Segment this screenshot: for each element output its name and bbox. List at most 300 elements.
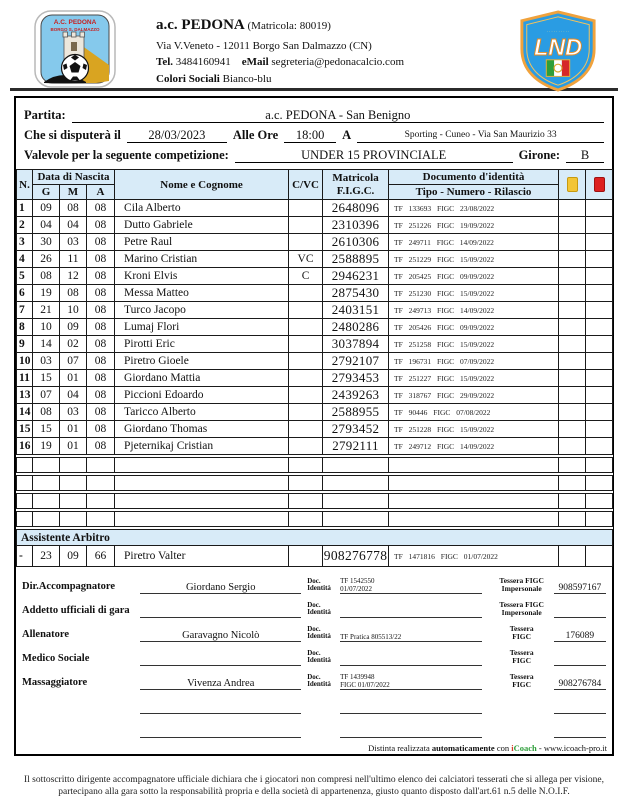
player-name: Turco Jacopo [115, 302, 289, 319]
assistant-document: TF 1471816 FIGC 01/07/2022 [389, 546, 559, 567]
player-red-cell [586, 458, 613, 473]
header-a: A [87, 185, 115, 200]
player-yellow-cell [559, 421, 586, 438]
player-row [17, 438, 613, 455]
player-red-cell [586, 370, 613, 387]
player-birth-month [60, 494, 87, 509]
player-captain-flag [289, 476, 323, 491]
staff-role-label [22, 712, 140, 714]
player-red-cell [586, 268, 613, 285]
player-document: TF 249712 FIGC 14/09/2022 [389, 438, 559, 455]
staff-doc-label [307, 737, 340, 738]
player-row [17, 336, 613, 353]
match-info [16, 98, 612, 169]
player-red-cell [586, 200, 613, 217]
player-yellow-cell [559, 234, 586, 251]
staff-doc-label: Doc. Identità [307, 576, 331, 593]
player-row [17, 285, 613, 302]
player-number [17, 512, 33, 527]
competition-line [24, 143, 604, 163]
player-name: Taricco Alberto [115, 404, 289, 421]
player-red-cell [586, 387, 613, 404]
player-document: TF 318767 FIGC 29/09/2022 [389, 387, 559, 404]
player-birth-day: 26 [33, 251, 60, 268]
player-birth-month: 08 [60, 285, 87, 302]
player-matricola: 2610306 [323, 234, 389, 251]
player-document: TF 133693 FIGC 23/08/2022 [389, 200, 559, 217]
colors-value: Bianco-blu [222, 72, 272, 85]
player-matricola: 2439263 [323, 387, 389, 404]
player-matricola: 2792111 [323, 438, 389, 455]
staff-role-label: Addetto ufficiali di gara [22, 605, 130, 616]
staff-tessera-field [554, 617, 606, 618]
player-name: Dutto Gabriele [115, 217, 289, 234]
player-birth-month [60, 512, 87, 527]
staff-name-field: Giordano Sergio [140, 582, 301, 594]
player-matricola: 2946231 [323, 268, 389, 285]
distinta-con: con [494, 743, 512, 753]
player-number [17, 458, 33, 473]
match-sheet-frame [14, 96, 614, 756]
player-matricola [323, 476, 389, 491]
assistant-cvc [289, 546, 323, 567]
player-birth-year: 08 [87, 217, 115, 234]
player-matricola: 2875430 [323, 285, 389, 302]
tel-label: Tel. [156, 56, 174, 68]
player-birth-year: 08 [87, 370, 115, 387]
player-yellow-cell [559, 438, 586, 455]
header-red-card [586, 170, 613, 200]
player-birth-month: 11 [60, 251, 87, 268]
player-yellow-cell [559, 370, 586, 387]
player-red-cell [586, 476, 613, 491]
staff-doc-label: Doc. Identità [307, 624, 331, 641]
player-birth-day: 08 [33, 404, 60, 421]
player-birth-day: 09 [33, 200, 60, 217]
player-number: 4 [17, 251, 33, 268]
staff-doc-label: Doc. Identità [307, 672, 331, 689]
player-birth-year: 08 [87, 302, 115, 319]
player-birth-day [33, 458, 60, 473]
player-number: 5 [17, 268, 33, 285]
competition-label: Valevole per la seguente competizione: [24, 148, 229, 162]
staff-row [22, 621, 606, 642]
player-row [17, 234, 613, 251]
assistant-birth-month: 09 [60, 546, 87, 567]
player-birth-year: 08 [87, 285, 115, 302]
badge-subtitle: BORGO S. DALMAZZO [50, 27, 100, 32]
player-document [389, 494, 559, 509]
player-birth-day: 19 [33, 285, 60, 302]
player-red-cell [586, 494, 613, 509]
staff-doc-field: TF Pratica 805513/22 [340, 633, 482, 642]
player-birth-year: 08 [87, 319, 115, 336]
girone-label: Girone: [518, 148, 560, 162]
player-number: 3 [17, 234, 33, 251]
players-body [17, 200, 613, 530]
player-birth-year [87, 494, 115, 509]
player-name: Pjeternikaj Cristian [115, 438, 289, 455]
player-matricola [323, 512, 389, 527]
player-name: Petre Raul [115, 234, 289, 251]
partita-value: a.c. PEDONA - San Benigno [72, 108, 604, 123]
player-number: 9 [17, 336, 33, 353]
staff-name-field [140, 617, 301, 618]
player-birth-month: 02 [60, 336, 87, 353]
staff-row [22, 597, 606, 618]
player-number: 11 [17, 370, 33, 387]
player-captain-flag [289, 512, 323, 527]
lnd-italian-flag [546, 60, 569, 77]
player-matricola: 2648096 [323, 200, 389, 217]
player-row [17, 353, 613, 370]
staff-role-label [22, 736, 140, 738]
player-name: Pirotti Eric [115, 336, 289, 353]
player-birth-year [87, 458, 115, 473]
staff-tessera-label: Tessera FIGC Impersonale [499, 599, 544, 617]
player-captain-flag [289, 353, 323, 370]
letterhead [0, 0, 628, 88]
player-document: TF 205425 FIGC 09/09/2022 [389, 268, 559, 285]
player-birth-year: 08 [87, 404, 115, 421]
distinta-post: - www.icoach-pro.it [536, 743, 607, 753]
player-yellow-cell [559, 512, 586, 527]
player-row [17, 200, 613, 217]
player-document: TF 251227 FIGC 15/09/2022 [389, 370, 559, 387]
staff-tessera-label: Tessera FIGC [509, 647, 534, 665]
player-captain-flag [289, 285, 323, 302]
player-row [17, 319, 613, 336]
player-yellow-cell [559, 268, 586, 285]
staff-tessera-field: 908597167 [554, 583, 606, 594]
player-red-cell [586, 251, 613, 268]
assistant-birth-day: 23 [33, 546, 60, 567]
player-name [115, 494, 289, 509]
staff-doc-field: TF 1439948 FIGC 01/07/2022 [340, 673, 482, 690]
player-document: TF 196731 FIGC 07/09/2022 [389, 353, 559, 370]
lnd-text: LND [533, 33, 583, 60]
player-matricola: 2588895 [323, 251, 389, 268]
player-row [17, 421, 613, 438]
player-birth-month: 09 [60, 319, 87, 336]
staff-tessera-label [490, 713, 554, 714]
header-n: N. [17, 170, 33, 200]
distinta-bold: automaticamente [431, 743, 495, 753]
player-name: Marino Cristian [115, 251, 289, 268]
player-document: TF 249713 FIGC 14/09/2022 [389, 302, 559, 319]
staff-row [22, 693, 606, 714]
player-captain-flag: VC [289, 251, 323, 268]
player-yellow-cell [559, 404, 586, 421]
player-captain-flag [289, 336, 323, 353]
player-red-cell [586, 404, 613, 421]
player-birth-month: 04 [60, 387, 87, 404]
club-name: a.c. PEDONA [156, 17, 245, 33]
player-birth-day: 04 [33, 217, 60, 234]
player-birth-month: 04 [60, 217, 87, 234]
player-document: TF 249711 FIGC 14/09/2022 [389, 234, 559, 251]
staff-doc-label: Doc. Identità [307, 600, 331, 617]
staff-tessera-field [554, 713, 606, 714]
staff-doc-field [340, 665, 482, 666]
staff-tessera-field: 908276784 [554, 679, 606, 690]
player-name: Kroni Elvis [115, 268, 289, 285]
tel-value: 3484160941 [175, 56, 231, 68]
player-red-cell [586, 512, 613, 527]
player-captain-flag [289, 302, 323, 319]
club-colors [156, 71, 404, 88]
player-yellow-cell [559, 494, 586, 509]
email-label: eMail [241, 56, 269, 68]
player-number: 14 [17, 404, 33, 421]
player-red-cell [586, 353, 613, 370]
player-document: TF 251258 FIGC 15/09/2022 [389, 336, 559, 353]
player-row [17, 302, 613, 319]
player-red-cell [586, 421, 613, 438]
player-name: Lumaj Flori [115, 319, 289, 336]
player-name [115, 512, 289, 527]
player-matricola: 2588955 [323, 404, 389, 421]
staff-section [16, 567, 612, 754]
player-number: 2 [17, 217, 33, 234]
player-number: 16 [17, 438, 33, 455]
player-yellow-cell [559, 476, 586, 491]
player-birth-year: 08 [87, 200, 115, 217]
header-matricola-l2: F.I.G.C. [336, 184, 375, 197]
player-number: 7 [17, 302, 33, 319]
player-birth-month [60, 476, 87, 491]
header-g: G [33, 185, 60, 200]
assistant-name: Piretro Valter [115, 546, 289, 567]
player-birth-year: 08 [87, 234, 115, 251]
assistant-yellow-cell [559, 546, 586, 567]
date-line [24, 123, 604, 143]
player-document: TF 90446 FIGC 07/08/2022 [389, 404, 559, 421]
club-crest-logo [34, 10, 116, 88]
player-number: 13 [17, 387, 33, 404]
staff-doc-field [340, 737, 482, 738]
player-number [17, 476, 33, 491]
staff-doc-label [307, 713, 340, 714]
red-card-icon [594, 177, 605, 192]
referee-assistant-body [17, 530, 613, 567]
player-name: Giordano Thomas [115, 421, 289, 438]
player-birth-day: 03 [33, 353, 60, 370]
distinta-credit [364, 743, 607, 753]
player-birth-day [33, 512, 60, 527]
player-birth-year: 08 [87, 268, 115, 285]
player-name: Giordano Mattia [115, 370, 289, 387]
staff-row [22, 645, 606, 666]
player-yellow-cell [559, 387, 586, 404]
player-red-cell [586, 438, 613, 455]
player-red-cell [586, 302, 613, 319]
player-birth-month: 10 [60, 302, 87, 319]
badge-title: A.C. PEDONA [53, 19, 97, 26]
player-birth-month: 01 [60, 421, 87, 438]
lnd-logo [514, 10, 602, 97]
staff-row [22, 573, 606, 594]
header-birthdate: Data di Nascita [33, 170, 115, 185]
club-contacts [156, 54, 404, 71]
header-doc-type: Tipo - Numero - Rilascio [389, 185, 559, 200]
assistant-section-row [17, 530, 613, 546]
player-document [389, 476, 559, 491]
player-row [17, 217, 613, 234]
staff-name-field [140, 737, 301, 738]
player-captain-flag [289, 458, 323, 473]
staff-doc-field: TF 1542550 01/07/2022 [340, 577, 482, 594]
icoach-logo-text: Coach [513, 743, 537, 753]
time-label: Alle Ore [232, 128, 279, 142]
table-header [17, 170, 613, 200]
player-yellow-cell [559, 353, 586, 370]
staff-name-field: Garavagno Nicolò [140, 630, 301, 642]
club-info-block [156, 10, 404, 87]
player-number [17, 494, 33, 509]
staff-doc-label: Doc. Identità [307, 648, 331, 665]
player-number: 1 [17, 200, 33, 217]
player-birth-day: 19 [33, 438, 60, 455]
player-birth-day: 10 [33, 319, 60, 336]
svg-text:· · · · · · · · · ·: · · · · · · · · · · [546, 28, 570, 34]
club-matricola: (Matricola: 80019) [247, 20, 331, 32]
email-value: segreteria@pedonacalcio.com [271, 56, 404, 68]
player-matricola [323, 494, 389, 509]
player-document: TF 205426 FIGC 09/09/2022 [389, 319, 559, 336]
staff-tessera-field: 176089 [554, 631, 606, 642]
player-row [17, 251, 613, 268]
player-red-cell [586, 319, 613, 336]
player-red-cell [586, 217, 613, 234]
staff-role-label: Dir.Accompagnatore [22, 581, 116, 592]
partita-line [24, 103, 604, 123]
staff-name-field: Vivenza Andrea [140, 678, 301, 690]
player-captain-flag: C [289, 268, 323, 285]
player-document: TF 251228 FIGC 15/09/2022 [389, 421, 559, 438]
player-birth-day [33, 494, 60, 509]
assistant-red-cell [586, 546, 613, 567]
player-birth-month: 01 [60, 370, 87, 387]
assistant-section-label: Assistente Arbitro [17, 530, 613, 546]
player-yellow-cell [559, 285, 586, 302]
player-row [17, 404, 613, 421]
player-birth-year: 08 [87, 353, 115, 370]
player-captain-flag [289, 370, 323, 387]
at-label: A [342, 128, 352, 142]
player-red-cell [586, 234, 613, 251]
player-matricola: 2793452 [323, 421, 389, 438]
player-captain-flag [289, 494, 323, 509]
player-birth-year: 08 [87, 251, 115, 268]
player-yellow-cell [559, 458, 586, 473]
player-yellow-cell [559, 336, 586, 353]
player-matricola: 2793453 [323, 370, 389, 387]
player-captain-flag [289, 438, 323, 455]
player-birth-day: 07 [33, 387, 60, 404]
player-birth-year: 08 [87, 387, 115, 404]
player-captain-flag [289, 319, 323, 336]
player-name: Piretro Gioele [115, 353, 289, 370]
players-table [16, 169, 613, 567]
player-birth-day: 14 [33, 336, 60, 353]
empty-player-row [17, 458, 613, 473]
player-birth-month: 07 [60, 353, 87, 370]
player-red-cell [586, 285, 613, 302]
player-captain-flag [289, 217, 323, 234]
player-matricola [323, 458, 389, 473]
assistant-matricola: 908276778 [323, 546, 389, 567]
staff-tessera-field [554, 737, 606, 738]
staff-name-field [140, 713, 301, 714]
player-birth-month: 03 [60, 404, 87, 421]
player-number: 15 [17, 421, 33, 438]
header-m: M [60, 185, 87, 200]
club-name-line [156, 14, 404, 37]
empty-player-row [17, 494, 613, 509]
player-captain-flag [289, 234, 323, 251]
staff-tessera-label: Tessera FIGC [509, 623, 534, 641]
player-yellow-cell [559, 200, 586, 217]
assistant-birth-year: 66 [87, 546, 115, 567]
player-name: Messa Matteo [115, 285, 289, 302]
player-number: 10 [17, 353, 33, 370]
staff-tessera-label: Tessera FIGC Impersonale [499, 575, 544, 593]
staff-tessera-label [490, 737, 554, 738]
staff-doc-field [340, 617, 482, 618]
assistant-row [17, 546, 613, 567]
header-cvc: C/VC [289, 170, 323, 200]
staff-doc-field [340, 713, 482, 714]
player-matricola: 2310396 [323, 217, 389, 234]
player-document: TF 251230 FIGC 15/09/2022 [389, 285, 559, 302]
competition-value: UNDER 15 PROVINCIALE [235, 148, 513, 163]
partita-label: Partita: [24, 108, 66, 122]
player-name [115, 458, 289, 473]
player-birth-day: 21 [33, 302, 60, 319]
player-captain-flag [289, 404, 323, 421]
header-yellow-card [559, 170, 586, 200]
assistant-number: - [17, 546, 33, 567]
player-birth-day: 15 [33, 421, 60, 438]
header-matricola [323, 170, 389, 200]
player-row [17, 387, 613, 404]
player-yellow-cell [559, 302, 586, 319]
player-birth-day: 15 [33, 370, 60, 387]
empty-player-row [17, 512, 613, 527]
player-captain-flag [289, 421, 323, 438]
player-birth-month: 08 [60, 200, 87, 217]
player-number: 8 [17, 319, 33, 336]
player-birth-year: 08 [87, 336, 115, 353]
player-matricola: 2792107 [323, 353, 389, 370]
player-birth-year [87, 476, 115, 491]
player-birth-year: 08 [87, 438, 115, 455]
player-row [17, 370, 613, 387]
yellow-card-icon [567, 177, 578, 192]
staff-role-label: Allenatore [22, 629, 70, 640]
staff-tessera-label: Tessera FIGC [509, 671, 534, 689]
player-yellow-cell [559, 319, 586, 336]
distinta-pre: Distinta realizzata [368, 743, 432, 753]
staff-row [22, 717, 606, 738]
player-matricola: 2403151 [323, 302, 389, 319]
player-yellow-cell [559, 217, 586, 234]
staff-name-field [140, 665, 301, 666]
header-matricola-l1: Matricola [332, 172, 379, 185]
player-birth-month: 03 [60, 234, 87, 251]
date-value: 28/03/2023 [127, 128, 227, 143]
